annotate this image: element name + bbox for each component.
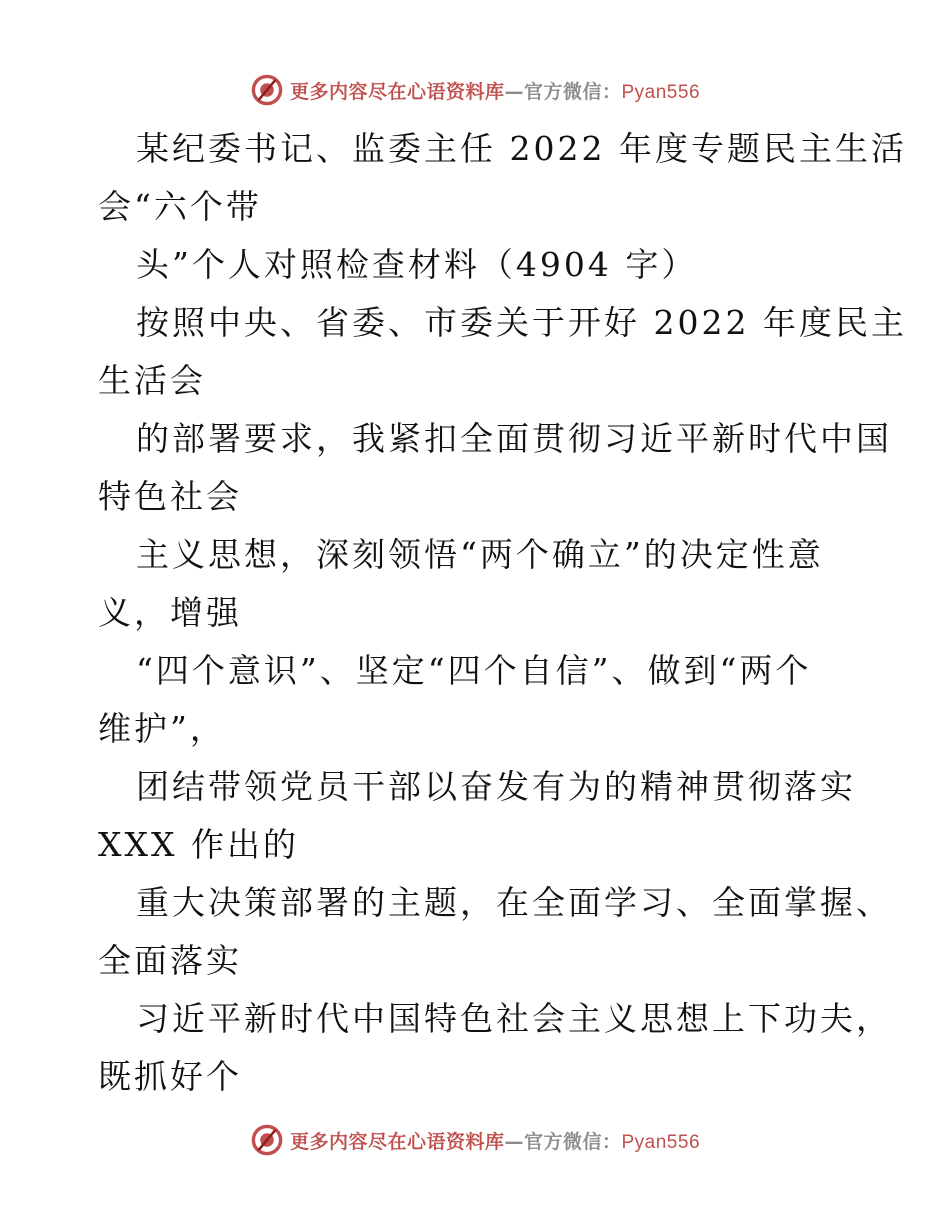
body-line: 的部署要求，我紧扣全面贯彻习近平新时代中国 (136, 419, 892, 458)
document-body (98, 120, 907, 1106)
logo-icon (250, 1123, 284, 1157)
body-line: 全面落实 (98, 941, 242, 980)
body-line: 按照中央、省委、市委关于开好 2022 年度民主 (136, 303, 907, 342)
body-line: 主义思想，深刻领悟“两个确立”的决定性意 (136, 535, 824, 574)
watermark-text: 更多内容尽在心语资料库—官方微信：Pyan556 (289, 1130, 701, 1153)
body-line: XXX 作出的 (98, 825, 299, 864)
title-line-2: 会“六个带 (98, 187, 262, 226)
body-line: 特色社会 (98, 477, 242, 516)
footer-watermark (0, 1120, 950, 1160)
title-line-3: 头”个人对照检查材料（4904 字） (136, 245, 698, 284)
body-line: 习近平新时代中国特色社会主义思想上下功夫， (136, 999, 892, 1038)
body-line: 维护”， (98, 709, 226, 748)
body-line: 义，增强 (98, 593, 242, 632)
body-line: 生活会 (98, 361, 206, 400)
body-line: “四个意识”、坚定“四个自信”、做到“两个 (136, 651, 812, 690)
body-line: 重大决策部署的主题，在全面学习、全面掌握、 (136, 883, 892, 922)
watermark-text: 更多内容尽在心语资料库—官方微信：Pyan556 (289, 80, 701, 103)
body-line: 既抓好个 (98, 1057, 242, 1096)
header-watermark (0, 70, 950, 110)
title-line-1: 某纪委书记、监委主任 2022 年度专题民主生活 (136, 129, 907, 168)
logo-icon (250, 73, 284, 107)
body-line: 团结带领党员干部以奋发有为的精神贯彻落实 (136, 767, 856, 806)
